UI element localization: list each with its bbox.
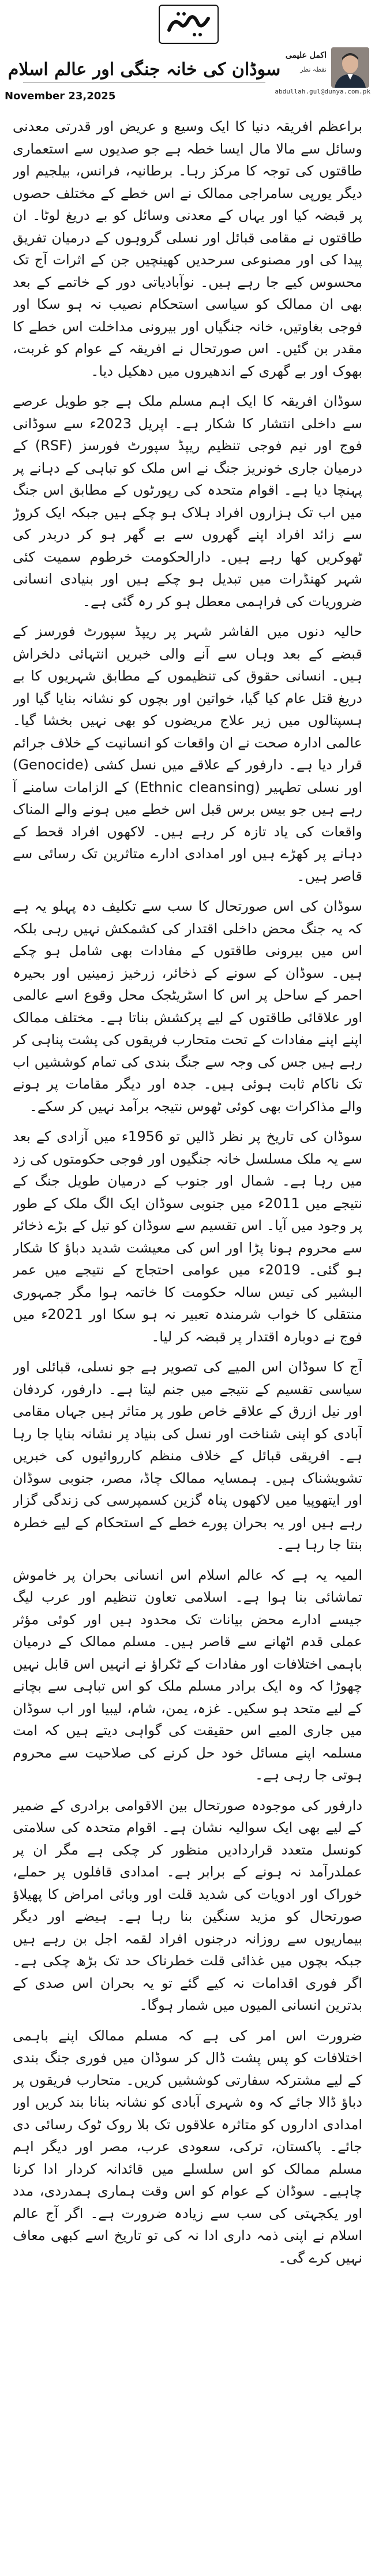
- publish-date: November 23,2025: [5, 90, 116, 102]
- newspaper-masthead: [0, 0, 375, 102]
- newspaper-logo: [159, 5, 219, 44]
- author-photo: [331, 47, 369, 88]
- author-name: اکمل علیمی: [285, 51, 327, 60]
- column-title: سوڈان کی خانہ جنگی اور عالم اسلام: [7, 59, 281, 80]
- article-paragraph: سوڈان کی تاریخ پر نظر ڈالیں تو 1956ء میں آزادی کے بعد سے یہ ملک مسلسل خانہ جنگیوں اور فوجی حکومتوں کی زد میں رہا ہے۔ شمال اور جنوب کے درمیان طویل جنگ کے نتیجے میں 2011ء میں جنوبی سوڈان ایک الگ ملک کے طور پر وجود میں آیا۔ اس تقسیم سے سوڈان کو تیل کے بڑے ذخائر سے محروم ہونا پڑا اور اس کی معیشت شدید دباؤ کا شکار ہو گئی۔ 2019ء میں عوامی احتجاج کے نتیجے میں عمر البشیر کی تیس سالہ حکومت کا خاتمہ ہوا مگر جمہوری منتقلی کا خواب شرمندہ تعبیر نہ ہو سکا اور 2021ء میں فوج نے دوبارہ اقتدار پر قبضہ کر لیا۔: [13, 1128, 362, 1345]
- article-paragraph: براعظم افریقہ دنیا کا ایک وسیع و عریض اور قدرتی معدنی وسائل سے مالا مال ایسا خطہ ہے جو صدیوں سے استعماری طاقتوں کی توجہ کا مرکز رہا۔ برطانیہ، فرانس، بیلجیم اور دیگر یورپی سامراجی ممالک نے اس خطے کے مختلف حصوں پر قبضہ کیا اور یہاں کے معدنی وسائل کو بے دریغ لوٹا۔ ان طاقتوں نے مقامی قبائل اور نسلی گروہوں کے درمیان تفریق پیدا کی اور مصنوعی سرحدیں کھینچیں جن کے اثرات آج تک محسوس کیے جا رہے ہیں۔ نوآبادیاتی دور کے خاتمے کے بعد بھی ان ممالک کو سیاسی استحکام نصیب نہ ہو سکا اور فوجی بغاوتیں، خانہ جنگیاں اور بیرونی مداخلت اس خطے کا مقدر بن گئیں۔ اس صورتحال نے افریقہ کے عوام کو غربت، بھوک اور بے گھری کے اندھیروں میں دھکیل دیا۔: [13, 118, 362, 379]
- column-banner: [0, 46, 375, 88]
- article-paragraph: ضرورت اس امر کی ہے کہ مسلم ممالک اپنے باہمی اختلافات کو پس پشت ڈال کر سوڈان میں فوری جنگ بندی کے لیے مشترکہ سفارتی کوششیں کریں۔ متحارب فریقوں پر دباؤ ڈالا جائے کہ وہ شہری آبادی کو نشانہ بنانا بند کریں اور امدادی اداروں کو متاثرہ علاقوں تک بلا روک ٹوک رسائی دی جائے۔ پاکستان، ترکی، سعودی عرب، مصر اور دیگر اہم مسلم ممالک کو اس سلسلے میں قائدانہ کردار ادا کرنا چاہیے۔ سوڈان کے عوام کو اس وقت ہماری ہمدردی، مدد اور یکجہتی کی سب سے زیادہ ضرورت ہے۔ اگر آج عالم اسلام نے اپنی ذمہ داری ادا نہ کی تو تاریخ اسے کبھی معاف نہیں کرے گی۔: [13, 2027, 362, 2266]
- author-email: abdullah.gul@dunya.com.pk: [275, 88, 370, 95]
- article-body: [13, 115, 362, 2563]
- meta-row: [0, 88, 375, 111]
- column-title-wrap: [7, 57, 281, 83]
- article-paragraph: دارفور کی موجودہ صورتحال بین الاقوامی برادری کے ضمیر کے لیے بھی ایک سوالیہ نشان ہے۔ اقوام متحدہ کی سلامتی کونسل متعدد قراردادیں منظور کر چکی ہے مگر ان پر عملدرآمد نہ ہونے کے برابر ہے۔ امدادی قافلوں پر حملے، خوراک اور ادویات کی شدید قلت اور وبائی امراض کا پھیلاؤ صورتحال کو مزید سنگین بنا رہا ہے۔ ہیضے اور دیگر بیماریوں سے روزانہ درجنوں افراد لقمہ اجل بن رہے ہیں جبکہ بچوں میں غذائی قلت خطرناک حد تک بڑھ چکی ہے۔ اگر فوری اقدامات نہ کیے گئے تو یہ بحران اس صدی کے بدترین انسانی المیوں میں شمار ہوگا۔: [13, 1797, 362, 2013]
- dunya-logo-icon: [161, 7, 216, 42]
- article-paragraph: آج کا سوڈان اس المیے کی تصویر ہے جو نسلی، قبائلی اور سیاسی تقسیم کے نتیجے میں جنم لیتا ہے۔ دارفور، کردفان اور نیل ازرق کے علاقے خاص طور پر متاثر ہیں جہاں مقامی آبادی کو اپنی شناخت اور نسل کی بنیاد پر نشانہ بنایا جا رہا ہے۔ افریقی قبائل کے خلاف منظم کارروائیوں کی خبریں تشویشناک ہیں۔ ہمسایہ ممالک چاڈ، مصر، جنوبی سوڈان اور ایتھوپیا میں لاکھوں پناہ گزین کسمپرسی کی زندگی گزار رہے ہیں اور یہ بحران پورے خطے کے استحکام کے لیے خطرہ بنتا جا رہا ہے۔: [13, 1359, 362, 1553]
- article-paragraph: المیہ یہ ہے کہ عالم اسلام اس انسانی بحران پر خاموش تماشائی بنا ہوا ہے۔ اسلامی تعاون تنظیم اور عرب لیگ جیسے ادارے محض بیانات تک محدود ہیں اور کوئی مؤثر عملی قدم اٹھانے سے قاصر ہیں۔ مسلم ممالک کے درمیان باہمی اختلافات اور مفادات کے ٹکراؤ نے انہیں اس قابل نہیں چھوڑا کہ وہ ایک برادر مسلم ملک کو اس تباہی سے بچانے کے لیے متحد ہو سکیں۔ غزہ، یمن، شام، لیبیا اور اب سوڈان میں جاری المیے اس حقیقت کی گواہی دیتے ہیں کہ امت مسلمہ اپنے مسائل خود حل کرنے کی صلاحیت سے محروم ہوتی جا رہی ہے۔: [13, 1566, 362, 1783]
- article-paragraph: سوڈان کی اس صورتحال کا سب سے تکلیف دہ پہلو یہ ہے کہ یہ جنگ محض داخلی اقتدار کی کشمکش نہیں رہی بلکہ اس میں بیرونی طاقتوں کے مفادات بھی شامل ہو چکے ہیں۔ سوڈان کے سونے کے ذخائر، زرخیز زمینیں اور بحیرہ احمر کے ساحل پر اس کا اسٹریٹجک محل وقوع اسے عالمی اور علاقائی طاقتوں کے لیے پرکشش بناتا ہے۔ مختلف ممالک اپنے اپنے مفادات کے تحت متحارب فریقوں کی پشت پناہی کر رہے ہیں جس کی وجہ سے جنگ بندی کی تمام کوششیں اب تک ناکام ثابت ہوئی ہیں۔ جدہ اور دیگر مقامات پر ہونے والے مذاکرات بھی کوئی ٹھوس نتیجہ برآمد نہیں کر سکے۔: [13, 898, 362, 1115]
- author-portrait-icon: [331, 47, 369, 88]
- author-tagline: نقطہ نظر: [300, 66, 327, 73]
- article-paragraph: حالیہ دنوں میں الفاشر شہر پر ریپڈ سپورٹ فورسز کے قبضے کے بعد وہاں سے آنے والی خبریں انتہائی دلخراش ہیں۔ انسانی حقوق کی تنظیموں کے مطابق شہریوں کا بے دریغ قتل عام کیا گیا، خواتین اور بچوں کو نشانہ بنایا گیا اور ہسپتالوں میں زیر علاج مریضوں کو بھی نہیں بخشا گیا۔ عالمی ادارہ صحت نے ان واقعات کو انسانیت کے خلاف جرائم قرار دیا ہے۔ دارفور کے علاقے میں نسل کشی (Genocide) اور نسلی تطہیر (Ethnic cleansing) کے الزامات سامنے آ رہے ہیں جو بیس برس قبل اس خطے میں ہونے والے المناک واقعات کی یاد تازہ کر رہے ہیں۔ لاکھوں افراد قحط کے دہانے پر کھڑے ہیں اور امدادی ادارے متاثرین تک رسائی سے قاصر ہیں۔: [13, 623, 362, 884]
- article-paragraph: سوڈان افریقہ کا ایک اہم مسلم ملک ہے جو طویل عرصے سے داخلی انتشار کا شکار ہے۔ اپریل 2023ء سے سوڈانی فوج اور نیم فوجی تنظیم ریپڈ سپورٹ فورسز (RSF) کے درمیان جاری خونریز جنگ نے اس ملک کو تباہی کے دہانے پر پہنچا دیا ہے۔ اقوام متحدہ کی رپورٹوں کے مطابق اس جنگ میں اب تک ہزاروں افراد ہلاک ہو چکے ہیں جبکہ ایک کروڑ سے زائد افراد اپنے گھروں سے بے گھر ہو کر دربدر کی ٹھوکریں کھا رہے ہیں۔ دارالحکومت خرطوم سمیت کئی شہر کھنڈرات میں تبدیل ہو چکے ہیں اور بنیادی انسانی ضروریات کی فراہمی معطل ہو کر رہ گئی ہے۔: [13, 393, 362, 610]
- author-card: [262, 46, 372, 89]
